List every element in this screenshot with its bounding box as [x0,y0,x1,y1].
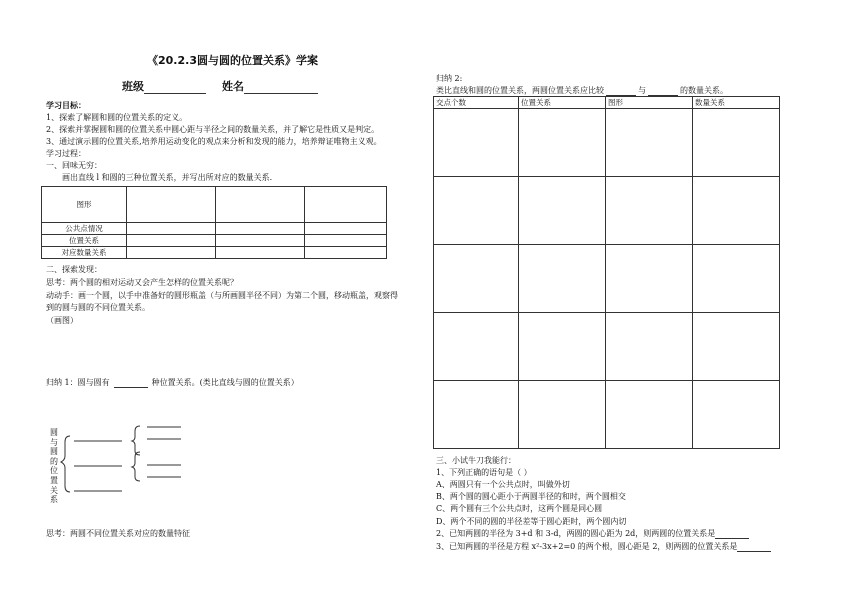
option-c: C、两个圆有三个公共点时，这两个圆是同心圆 [436,504,603,513]
question-2 [436,528,749,539]
question-3 [436,541,771,552]
think-2: 思考：两圆不同位置关系对应的数量特征 [46,529,190,538]
review-task: 画出直线 l 和圆的三种位置关系，并写出所对应的数量关系. [62,173,273,182]
table-cell[interactable] [606,109,693,177]
option-d: D、两个不同的圆的半径差等于圆心距时，两个圆内切 [436,517,627,526]
table-cell[interactable] [127,223,216,235]
row-label-points: 公共点情况 [42,223,127,235]
table-cell[interactable] [127,247,216,259]
header-intersections: 交点个数 [434,97,519,109]
table-cell[interactable] [519,381,606,449]
table-row [42,235,387,247]
table-cell[interactable] [519,177,606,245]
objective-2: 2、探索并掌握圆和圆的位置关系中圆心距与半径之间的数量关系，并了解它是性质又是判定。 [46,125,380,134]
header-figure: 图形 [606,97,693,109]
summary-2-b: 与 [638,86,646,95]
class-label: 班级 [122,80,144,93]
question-3-blank[interactable] [737,543,771,552]
left-brace [61,436,70,492]
explore-title: 二、探索发现： [46,265,102,274]
table-cell[interactable] [606,381,693,449]
table-cell[interactable] [127,187,216,223]
question-3-text: 3、已知两圆的半径是方程 x²-3x+2=0 的两个根，圆心距是 2，则两圆的位置关系是 [436,542,738,551]
table-cell[interactable] [434,177,519,245]
name-blank[interactable] [244,85,318,94]
table-cell[interactable] [216,247,305,259]
table-row [434,245,780,313]
table-cell[interactable] [216,187,305,223]
table-row [434,109,780,177]
row-label-figure: 图形 [42,187,127,223]
table-cell[interactable] [434,109,519,177]
page-title: 《20.2.3圆与圆的位置关系》学案 [147,54,318,67]
table-cell[interactable] [305,235,387,247]
name-label: 姓名 [222,80,244,93]
table-row [42,247,387,259]
draw-note: （画图） [46,316,78,325]
option-a: A、两圆只有一个公共点时，叫做外切 [436,480,570,489]
table-cell[interactable] [434,381,519,449]
header-quantity: 数量关系 [693,97,780,109]
think-1: 思考：两个圆的相对运动又会产生怎样的位置关系呢？ [46,278,238,287]
row-label-position: 位置关系 [42,235,127,247]
summary-1-blank[interactable] [114,379,148,388]
table-cell[interactable] [606,177,693,245]
row-label-quantity: 对应数量关系 [42,247,127,259]
vertical-label: 圆与圆的位置关系 [50,428,58,505]
summary-1-a: 归纳 1：圆与圆有 [46,378,110,387]
summary-2 [436,85,728,96]
question-2-blank[interactable] [715,530,749,539]
class-blank[interactable] [144,85,206,94]
header-position: 位置关系 [519,97,606,109]
table-cell[interactable] [127,235,216,247]
summary-1 [46,377,299,388]
summary-2-a: 类比直线和圆的位置关系，两圆位置关系应比较 [436,86,604,95]
table-cell[interactable] [305,187,387,223]
table-cell[interactable] [434,245,519,313]
summary-2-blank-2[interactable] [648,87,678,96]
table-cell[interactable] [693,109,780,177]
table-cell[interactable] [693,381,780,449]
name-field [222,78,318,94]
objectives-title: 学习目标： [46,100,86,110]
table-cell[interactable] [606,245,693,313]
table-row [434,97,780,109]
option-b: B、两个圆的圆心距小于两圆半径的和时，两个圆相交 [436,492,626,501]
process-title: 学习过程： [46,149,86,158]
objective-3: 3、通过演示圆的位置关系,培养用运动变化的观点来分析和发现的能力，培养辩证唯物主义观。 [46,137,382,146]
table-cell[interactable] [305,223,387,235]
summary-2-title: 归纳 2: [436,74,463,83]
table-row [434,177,780,245]
table-row [434,381,780,449]
table-cell[interactable] [216,235,305,247]
table-cell[interactable] [305,247,387,259]
table-cell[interactable] [606,313,693,381]
table-cell[interactable] [519,313,606,381]
small-brace-1 [132,426,140,455]
table-row [42,187,387,223]
table-cell[interactable] [693,245,780,313]
action-line-1: 动动手：画一个圆，以手中准备好的圆形瓶盖（与所画圆半径不同）为第二个圆，移动瓶盖，观察得 [46,291,398,300]
question-1: 1、下列正确的语句是（ ） [436,468,532,477]
review-table [41,186,387,259]
summary-2-c: 的数量关系。 [680,86,728,95]
relation-table [433,96,780,449]
table-row [42,223,387,235]
review-title: 一、回味无穷： [46,161,102,170]
practice-title: 三、小试牛刀我能行： [436,456,516,465]
objective-1: 1、探索了解圆和圆的位置关系的定义。 [46,113,188,122]
class-field [122,78,206,94]
table-cell[interactable] [693,177,780,245]
table-row [434,313,780,381]
small-brace-2 [132,452,140,481]
table-cell[interactable] [519,109,606,177]
summary-1-b: 种位置关系。(类比直线与圆的位置关系） [151,378,299,387]
table-cell[interactable] [519,245,606,313]
table-cell[interactable] [216,223,305,235]
question-2-text: 2、已知两圆的半径为 3+d 和 3-d，两圆的圆心距为 2d，则两圆的位置关系是 [436,529,716,538]
brace-diagram [60,412,200,502]
table-cell[interactable] [434,313,519,381]
summary-2-blank-1[interactable] [606,87,636,96]
action-line-2: 到的圆与圆的不同位置关系。 [46,303,150,312]
table-cell[interactable] [693,313,780,381]
